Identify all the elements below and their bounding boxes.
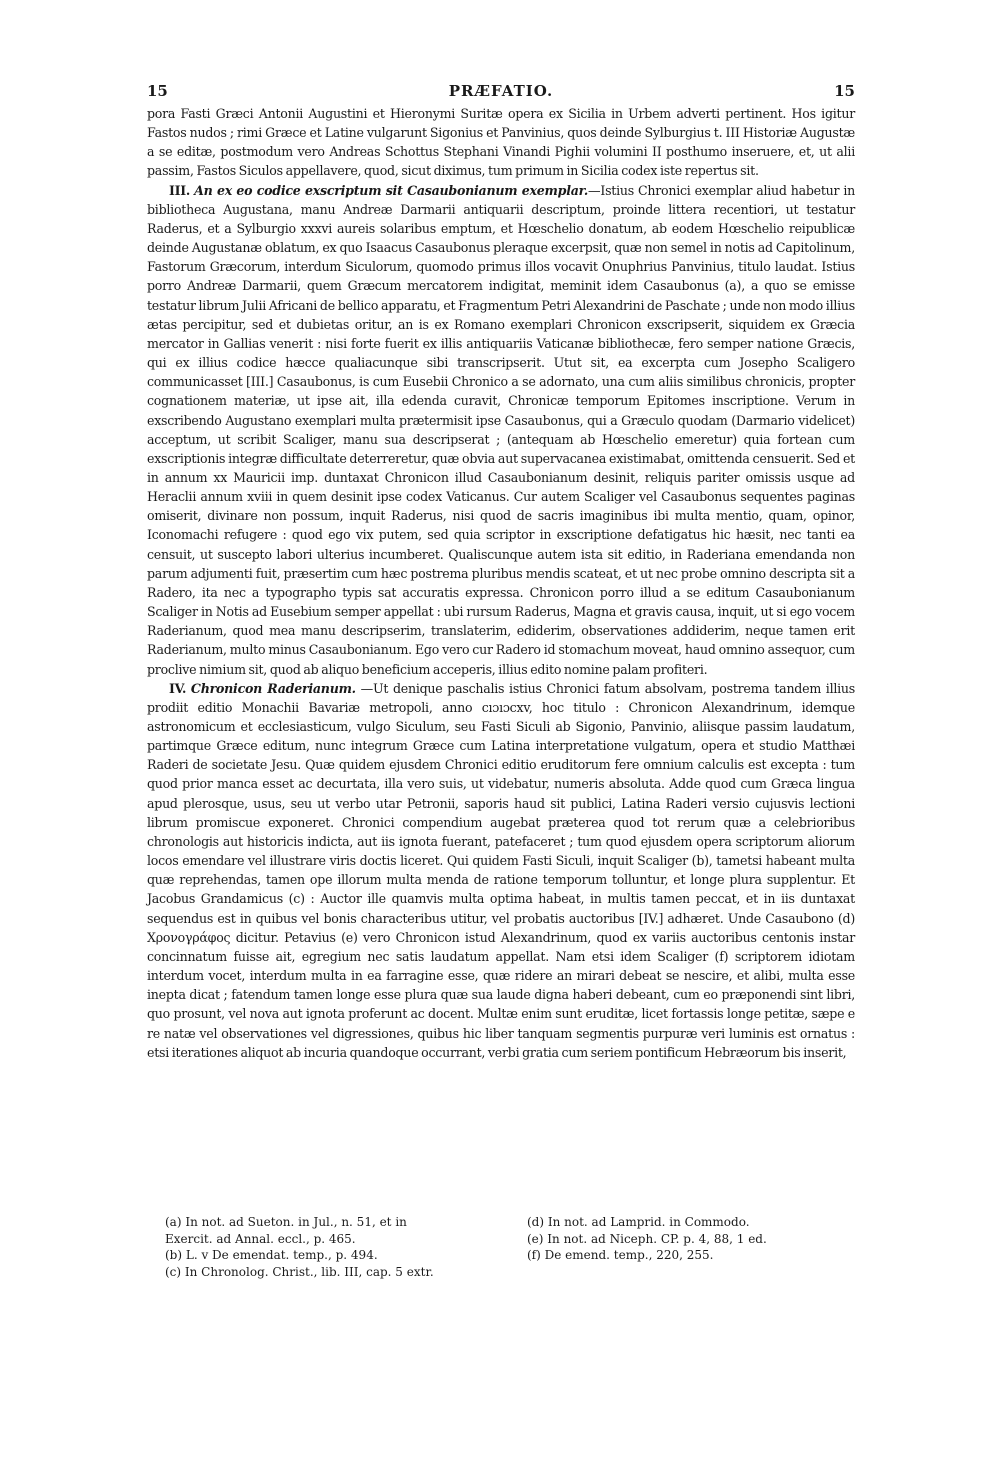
- section-heading: Chronicon Raderianum.: [190, 680, 356, 696]
- footnote-a-continued: Exercit. ad Annal. eccl., p. 465.: [165, 1231, 356, 1246]
- paragraph-text: —Ut denique paschalis istius Chronici fatum absolvam, postrema tandem illius prodiit editio Monachii Bavariæ metropoli, anno cıɔıɔcxv, hoc titulo : Chronicon Alexandrinum, idemque astronomicum et ecclesiasticum, vulgo Siculum, seu Fasti Siculi ab Sigonio, Panvinio, aliisque passim laudatum, partimque Græce editum, nunc integrum Græce cum Latina interpretatione vulgatum, opera et studio Matthæi Raderi de societate Jesu. Quæ quidem ejusdem Chronici editio eruditorum fere omnium calculis est excepta : tum quod prior manca esset ac decurtata, illa vero suis, ut videbatur, numeris absoluta. Adde quod cum Græca lingua apud plerosque, usus, seu ut verbo utar Petronii, saporis haud sit publici, Latina Raderi versio cujusvis lectioni librum promiscue exponeret. Chronici compendium augebat præterea quod tot rerum quæ a celebrioribus chronologis aut historicis indicta, aut iis ignota fuerant, patefaceret ; tum quod ejusdem opera scriptorum aliorum locos emendare vel illustrare viris doctis liceret. Qui quidem Fasti Siculi, inquit Scaliger (b), tametsi habeant multa quæ reprehendas, tamen ope illorum multa menda de ratione temporum tolluntur, et longe plura supplentur. Et Jacobus Grandamicus (c) : Auctor ille quamvis multa optima habeat, in multis tamen peccat, et in iis duntaxat sequendus est in quibus vel bonis characteribus utitur, vel probatis auctoribus [IV.] adhæret. Unde Casaubono (d) Χρονογράφος dicitur. Petavius (e) vero Chronicon istud Alexandrinum, quod ex variis auctoribus centonis instar concinnatum fuisse ait, egregium nec satis laudatum appellat. Nam etsi idem Scaliger (f) scriptorem idiotam interdum vocet, interdum multa in ea farragine esse, quæ ridere an mirari debeat se nescire, et alibi, multa esse inepta dicat ; fatendum tamen longe esse plura quæ sua laude digna haberi debeant, cum eo præponendi sint libri, quo prosunt, vel nova aut ignota proferunt ac docent. Multæ enim sunt eruditæ, licet fortassis longe petitæ, sæpe e re natæ vel observationes vel digressiones, quibus hic liber tanquam segmentis purpuræ veri luminis est ornatus : etsi iterationes aliquot ab incuria quandoque occurrant, verbi gratia cum seriem pontificum Hebræorum bis inserit,: [147, 680, 855, 1060]
- paragraph-fasti: pora Fasti Græci Antonii Augustini et Hieronymi Suritæ opera ex Sicilia in Urbem adverti pertinent. Hos igitur Fastos nudos ; rimi Græce et Latine vulgarunt Sigonius et Panvinius, quos deinde Sylburgius t. III Historiæ Augustæ a se editæ, postmodum vero Andreas Schottus Stephani Vinandi Pighii volumini II posthumo inseruere, et, ut alii passim, Fastos Siculos appellavere, quod, sicut diximus, tum primum in Sicilia codex iste repertus sit.: [147, 106, 855, 179]
- section-number: IV.: [169, 680, 187, 696]
- footnotes: [165, 1214, 855, 1284]
- footnote-a: (a) In not. ad Sueton. in Jul., n. 51, et in: [165, 1215, 407, 1229]
- paragraph-text: —Istius Chronici exemplar aliud habetur in bibliotheca Augustana, manu Andreæ Darmarii antiquarii descriptum, proinde littera recentiori, ut testatur Raderus, et a Sylburgio xxxvi aureis solaribus emptum, et Hœschelio donatum, ab eodem Hœschelio reipublicæ deinde Augustanæ oblatum, ex quo Isaacus Casaubonus pleraque excerpsit, quæ non semel in notis ad Capitolinum, Fastorum Græcorum, interdum Siculorum, quomodo primus illos vocavit Onuphrius Panvinius, titulo laudat. Istius porro Andreæ Darmarii, quem Græcum mercatorem indigitat, meminit idem Casaubonus (a), a quo se emisse testatur librum Julii Africani de bellico apparatu, et Fragmentum Petri Alexandrini de Paschate ; unde non modo illius ætas percipitur, sed et dubietas oritur, an is ex Romano exemplari Chronicon exscripserit, siquidem ex Græcia mercator in Gallias venerit : nisi forte fuerit ex illis antiquariis Vaticanæ bibliothecæ, fero semper natione Græcis, qui ex illius codice hæcce qualiacunque sibi transcripserit. Utut sit, ea excerpta cum Josepho Scaligero communicasset [III.] Casaubonus, is cum Eusebii Chronico a se adornato, una cum aliis similibus chronicis, propter cognationem materiæ, ut ipse ait, illa edenda curavit, Chronicæ temporum Epitomes inscriptione. Verum in exscribendo Augustano exemplari multa prætermisit ipse Casaubonus, qui a Græculo quodam (Darmario videlicet) acceptum, ut scribit Scaliger, manu sua descripserat ; (antequam ab Hœschelio emeretur) quia fortean cum exscriptionis integræ difficultate deterreretur, quæ obvia aut supervacanea existimabat, omittenda censuerit. Sed et in annum xx Mauricii imp. duntaxat Chronicon illud Casaubonianum desinit, reliquis pariter omissis usque ad Heraclii annum xviii in quem desinit ipse codex Vaticanus. Cur autem Scaliger vel Casaubonus sequentes paginas omiserit, divinare non possum, inquit Raderus, nisi quod de sacris imaginibus ibi multa mentio, quam, opinor, Iconomachi refugere : quod ego vix putem, sed quia scriptor in exscriptione defatigatus hic hæsit, nec tanti ea censuit, ut suscepto labori ulterius incumberet. Qualiscunque autem ista sit editio, in Raderiana emendanda non parum adjumenti fuit, præsertim cum hæc postrema pluribus mendis scateat, et ut nec probe omnino descripta sit a Radero, ita nec a typographo typis sat accuratis expressa. Chronicon porro illud a se editum Casaubonianum Scaliger in Notis ad Eusebium semper appellat : ubi rursum Raderus, Magna et gravis causa, inquit, ut si ego vocem Raderianum, quod mea manu descripserim, translaterim, ediderim, observationes addiderim, neque tamen erit Raderianum, multo minus Casaubonianum. Ego vero cur Radero id stomachum moveat, haud omnino assequor, cum proclive nimium sit, quod ab aliquo beneficium acceperis, illius edito nomine palam profiteri.: [147, 182, 855, 677]
- section-heading: An ex eo codice exscriptum sit Casaubonianum exemplar.: [194, 182, 588, 198]
- section-number: III.: [169, 182, 191, 198]
- page-number-left: 15: [147, 82, 168, 100]
- footnote-column-right: [527, 1214, 857, 1264]
- paragraph-section-3: [147, 181, 855, 679]
- footnote-d: (d) In not. ad Lamprid. in Commodo.: [527, 1215, 750, 1229]
- page-header: [147, 82, 855, 104]
- footnote-e: (e) In not. ad Niceph. CP. p. 4, 88, 1 ed.: [527, 1231, 767, 1246]
- footnote-f: (f) De emend. temp., 220, 255.: [527, 1248, 714, 1262]
- page-number-right: 15: [834, 82, 855, 100]
- footnote-c: (c) In Chronolog. Christ., lib. III, cap. 5 extr.: [165, 1264, 434, 1279]
- footnote-b: (b) L. v De emendat. temp., p. 494.: [165, 1248, 378, 1262]
- footnote-column-left: [165, 1214, 495, 1280]
- paragraph-section-4: [147, 679, 855, 1062]
- running-title: PRÆFATIO.: [448, 82, 554, 100]
